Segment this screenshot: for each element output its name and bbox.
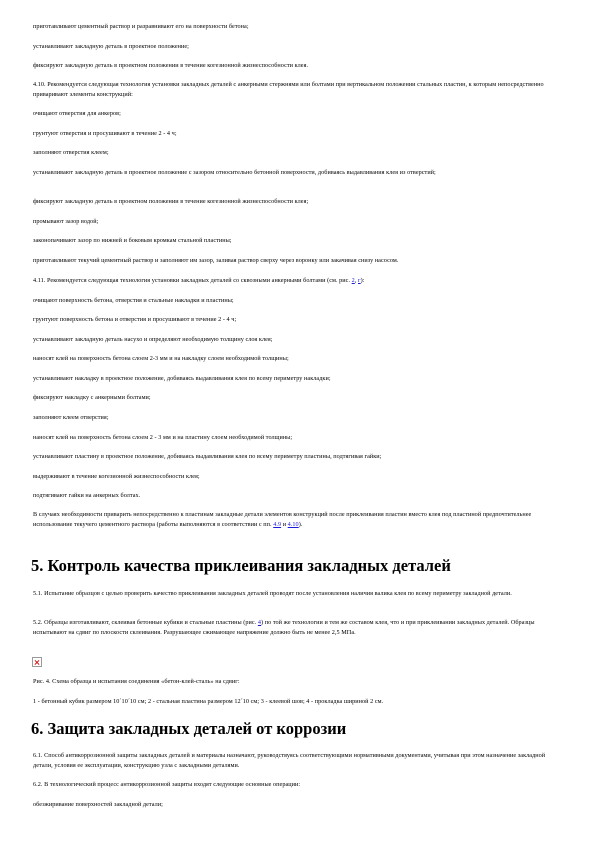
clause-link[interactable]: 4.9 (273, 520, 282, 528)
paragraph: устанавливают пластину в проектное положение, добиваясь выдавливания клея по всему периметру пластины, подтягивая гайки; (33, 453, 382, 460)
paragraph: наносят клей на поверхность бетона слоем 2 - 3 мм и на пластину слоем необходимой толщины; (33, 434, 293, 441)
paragraph-6-3: обезжиривание поверхностей закладной детали; (33, 801, 163, 808)
paragraph: выдерживают в течение когезионной жизнеспособности клея; (33, 473, 200, 480)
paragraph-6-1: 6.1. Способ антикоррозионной защиты закладных деталей и материалы назначают, руководствуясь соответствующими нормативными документами, учитывая при этом назначение закладной детали, условия ее эксплуатации, конструкцию узла с закладными деталями. (33, 752, 546, 769)
paragraph: приготавливают текучий цементный раствор и заполняют им зазор, заливая раствор сверху через воронку или закачивая снизу насосом. (33, 257, 399, 264)
paragraph: грунтуют поверхность бетона и отверстия и просушивают в течение 2 - 4 ч; (33, 316, 237, 323)
paragraph: фиксируют накладку с анкерными болтами; (33, 394, 151, 401)
paragraph: очищают отверстия для анкеров; (33, 110, 121, 117)
paragraph: приготавливают цементный раствор и разравнивают его на поверхности бетона; (33, 23, 249, 30)
paragraph: законопачивают зазор по нижней и боковым кромкам стальной пластины; (33, 237, 232, 244)
figure-legend: 1 - бетонный кубик размером 10´10´10 см; 2 - стальная пластина размером 12´10 см; 3 - клеевой шов; 4 - прокладка шириной 2 см. (33, 698, 384, 705)
paragraph-5-1: 5.1. Испытание образцов с целью проверить качество приклеивания закладных деталей проводят после установления наличия валика клея по всему периметру закладной детали. (33, 590, 512, 597)
paragraph: грунтуют отверстия и просушивают в течение 2 - 4 ч; (33, 130, 177, 137)
paragraph-5-2: 5.2. Образцы изготавливают, склеивая бетонные кубики и стальные пластины (рис. 4) по той же технологии и тем же составом клея, что и при приклеивании закладных деталей. Образцы испытывают на сдвиг по плоскости склеивания. Разрушающее сжимающее напряжение должно быть не менее 2,5 МПа. (33, 619, 535, 636)
figure-link[interactable]: 2 (351, 277, 355, 284)
section-6-heading: 6. Защита закладных деталей от коррозии (31, 719, 347, 738)
paragraph: 4.10. Рекомендуется следующая технология установки закладных деталей с анкерными стержнями или болтами при вертикальном положении стальных пластин, к которым непосредственно приваривают элементы конструкций: (33, 81, 544, 98)
paragraph-6-2: 6.2. В технологический процесс антикоррозионной защиты входят следующие основные операции: (33, 781, 301, 788)
paragraph: фиксируют закладную деталь в проектном положении в течение когезионной жизнеспособности клея; (33, 198, 309, 205)
paragraph: заполняют отверстия клеем; (33, 149, 109, 156)
paragraph: наносят клей на поверхность бетона слоем 2-3 мм и на накладку слоем необходимой толщины; (33, 355, 289, 362)
paragraph-4-11: 4.11. Рекомендуется следующая технология установки закладных деталей со сквозными анкерными болтами (см. рис. 2, г): (33, 277, 365, 284)
section-5-heading: 5. Контроль качества приклеивания закладных деталей (31, 556, 451, 575)
paragraph: устанавливают накладку в проектное положение, добиваясь выдавливания клея по всему периметру накладки; (33, 375, 331, 382)
paragraph: устанавливают закладную деталь насухо и определяют необходимую толщину слоя клея; (33, 336, 273, 343)
figure-link[interactable]: 4 (257, 619, 262, 626)
paragraph: промывают зазор водой; (33, 218, 99, 225)
paragraph: очищают поверхность бетона, отверстия и стальные накладки и пластины; (33, 297, 234, 304)
paragraph: устанавливают закладную деталь в проектное положение с зазором относительно бетонной поверхности, добиваясь выдавливания клея из отверстий; (33, 169, 436, 176)
clause-link[interactable]: 4.10 (287, 520, 299, 528)
paragraph: заполняют клеем отверстия; (33, 414, 109, 421)
paragraph: устанавливают закладную деталь в проектное положение; (33, 43, 189, 50)
paragraph: фиксируют закладную деталь в проектном положении в течение когезионной жизнеспособности клея. (33, 62, 309, 69)
figure-caption: Рис. 4. Схема образца и испытания соединения «бетон-клей-сталь» на сдвиг: (33, 678, 240, 685)
paragraph: подтягивают гайки на анкерных болтах. (33, 492, 141, 499)
figure-link[interactable]: г (358, 277, 361, 284)
paragraph-welding-case: В случаях необходимости приварить непосредственно к пластинам закладные детали элементов конструкций после приклеивания пластин вместо клея под пластиной предпочтительнее использование текучего цементного раствора (работы выполняются в соответствии с пп. 4.9 и 4.10). (33, 511, 532, 528)
broken-image-icon (32, 657, 42, 667)
